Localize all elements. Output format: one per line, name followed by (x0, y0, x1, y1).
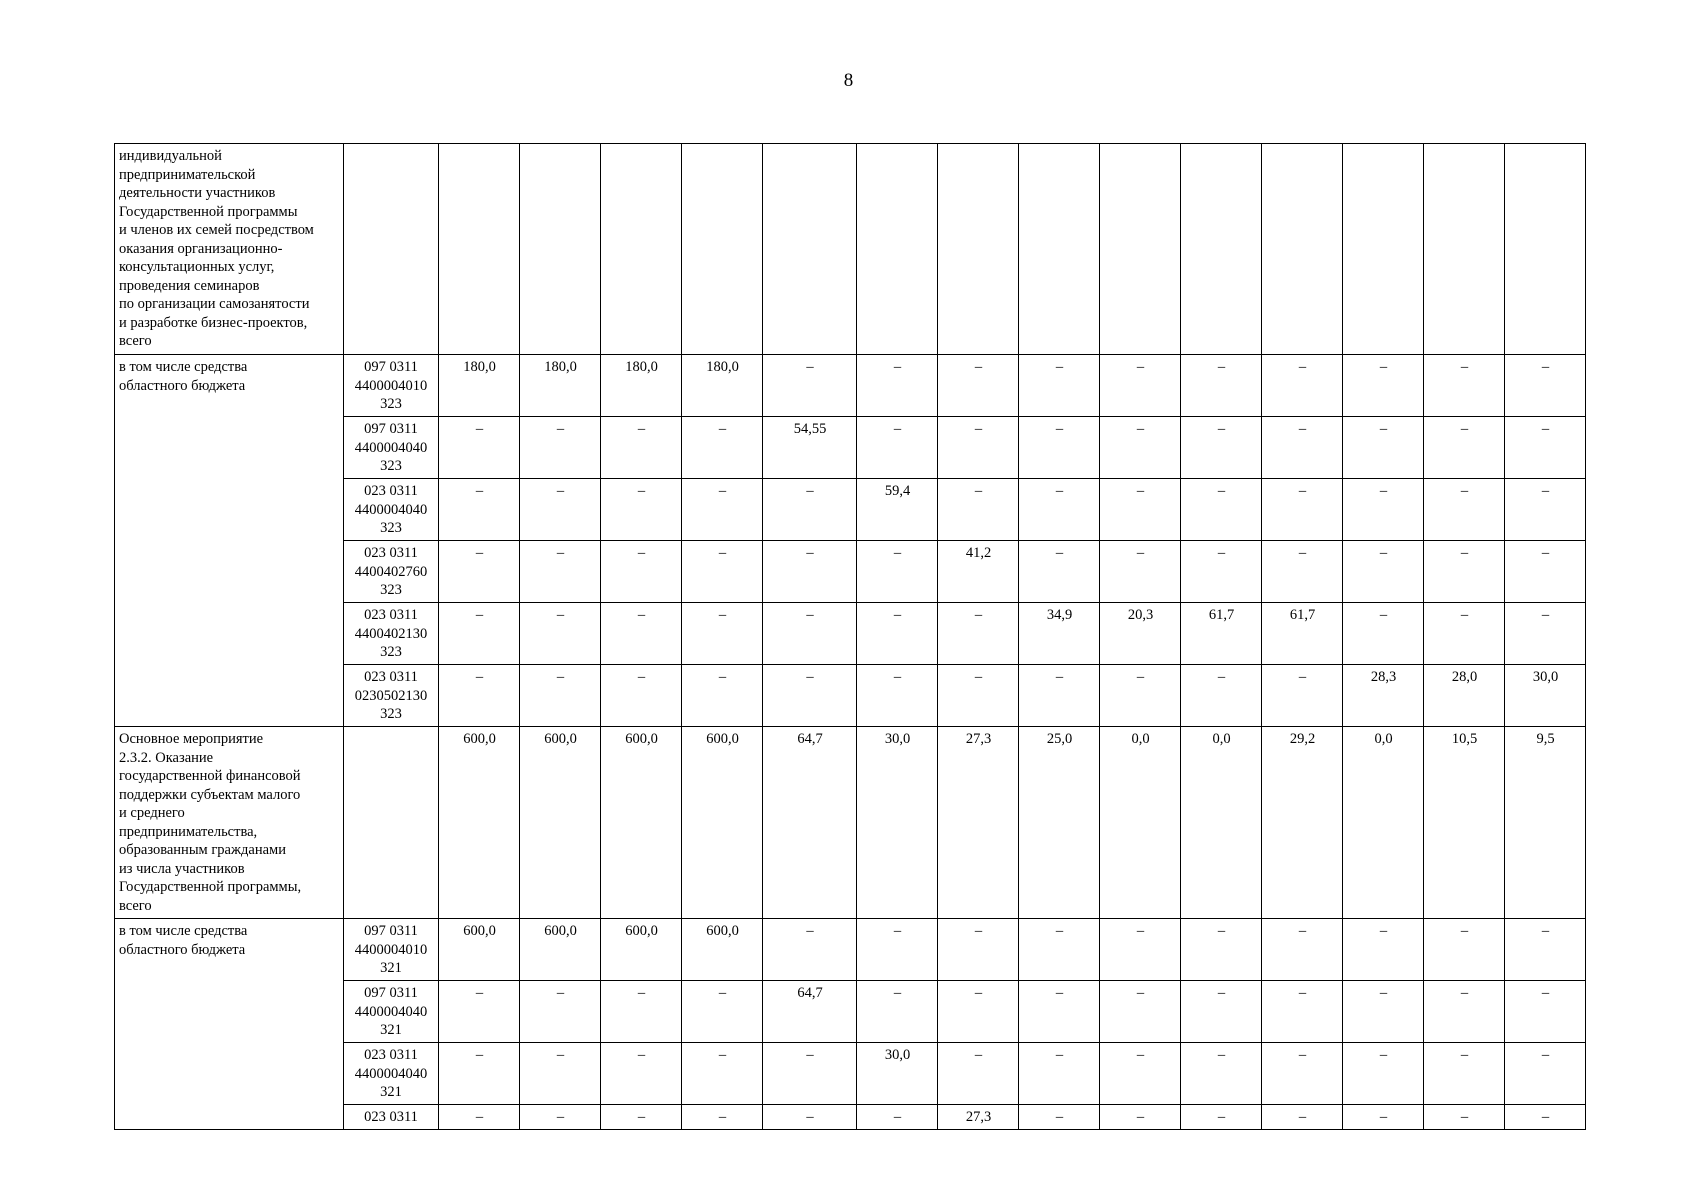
value-cell: 28,3 (1343, 665, 1424, 727)
value-cell: – (601, 541, 682, 603)
value-cell: 180,0 (439, 355, 520, 417)
value-cell: 54,55 (763, 417, 857, 479)
value-cell: 20,3 (1100, 603, 1181, 665)
value-cell: – (1100, 1105, 1181, 1130)
value-cell: – (601, 665, 682, 727)
value-cell: – (1262, 919, 1343, 981)
value-cell: 180,0 (682, 355, 763, 417)
value-cell: – (1100, 919, 1181, 981)
value-cell: – (439, 1043, 520, 1105)
value-cell: – (763, 603, 857, 665)
value-cell: – (520, 1105, 601, 1130)
value-cell: – (1505, 479, 1586, 541)
value-cell: – (938, 603, 1019, 665)
value-cell: – (1100, 981, 1181, 1043)
value-cell: – (1019, 1043, 1100, 1105)
budget-code-cell (344, 144, 439, 355)
value-cell: 25,0 (1019, 727, 1100, 919)
value-cell: – (1100, 355, 1181, 417)
value-cell: 600,0 (601, 919, 682, 981)
value-cell: – (1343, 1043, 1424, 1105)
value-cell: – (763, 541, 857, 603)
page-number: 8 (843, 70, 854, 91)
value-cell: – (1181, 665, 1262, 727)
value-cell (1505, 144, 1586, 355)
value-cell: – (1424, 919, 1505, 981)
value-cell (1019, 144, 1100, 355)
value-cell: – (1505, 541, 1586, 603)
value-cell: – (763, 1043, 857, 1105)
value-cell: – (1505, 919, 1586, 981)
table-row (115, 355, 1586, 417)
value-cell: – (857, 355, 938, 417)
value-cell: – (1181, 981, 1262, 1043)
value-cell: – (938, 355, 1019, 417)
value-cell (1262, 144, 1343, 355)
value-cell: – (1262, 665, 1343, 727)
value-cell (763, 144, 857, 355)
value-cell: – (1424, 981, 1505, 1043)
value-cell (1100, 144, 1181, 355)
value-cell: – (857, 1105, 938, 1130)
budget-code-cell (344, 727, 439, 919)
value-cell: – (682, 665, 763, 727)
value-cell (1343, 144, 1424, 355)
value-cell: – (938, 919, 1019, 981)
value-cell (439, 144, 520, 355)
value-cell: – (520, 665, 601, 727)
value-cell: – (1019, 665, 1100, 727)
value-cell: – (857, 919, 938, 981)
value-cell: 600,0 (520, 919, 601, 981)
value-cell: 0,0 (1100, 727, 1181, 919)
value-cell: – (1262, 479, 1343, 541)
value-cell: – (520, 541, 601, 603)
value-cell: – (682, 603, 763, 665)
value-cell: 30,0 (857, 1043, 938, 1105)
value-cell: – (601, 1105, 682, 1130)
value-cell: 600,0 (520, 727, 601, 919)
value-cell: 64,7 (763, 981, 857, 1043)
value-cell: – (1424, 417, 1505, 479)
row-description: Основное мероприятие 2.3.2. Оказание государственной финансовой поддержки субъектам малого и среднего предпринимательства, образованным гражданами из числа участников Государственной программы, всего (115, 727, 344, 919)
value-cell: – (763, 479, 857, 541)
value-cell: – (601, 479, 682, 541)
value-cell: – (1100, 541, 1181, 603)
budget-code-cell: 023 0311 4400402130 323 (344, 603, 439, 665)
value-cell: 59,4 (857, 479, 938, 541)
value-cell: – (1181, 479, 1262, 541)
budget-table (114, 143, 1586, 1130)
value-cell: 600,0 (439, 919, 520, 981)
value-cell: – (1100, 1043, 1181, 1105)
value-cell: – (1262, 1043, 1343, 1105)
row-description: в том числе средства областного бюджета (115, 355, 344, 727)
value-cell: – (1505, 1043, 1586, 1105)
value-cell: – (520, 479, 601, 541)
value-cell: – (1262, 1105, 1343, 1130)
value-cell: 34,9 (1019, 603, 1100, 665)
table-row (115, 919, 1586, 981)
value-cell: – (1505, 417, 1586, 479)
value-cell: – (682, 541, 763, 603)
value-cell: – (682, 1043, 763, 1105)
value-cell: – (763, 665, 857, 727)
value-cell: – (1019, 479, 1100, 541)
value-cell: – (439, 479, 520, 541)
value-cell: 0,0 (1181, 727, 1262, 919)
value-cell: – (1343, 417, 1424, 479)
value-cell: – (1424, 1043, 1505, 1105)
value-cell: – (1505, 603, 1586, 665)
value-cell: – (938, 417, 1019, 479)
budget-code-cell: 023 0311 4400004040 321 (344, 1043, 439, 1105)
value-cell: – (1424, 1105, 1505, 1130)
table-row (115, 727, 1586, 919)
value-cell: – (1100, 665, 1181, 727)
value-cell: – (682, 479, 763, 541)
value-cell: – (1505, 355, 1586, 417)
value-cell: – (1424, 541, 1505, 603)
value-cell: – (1019, 541, 1100, 603)
value-cell: – (857, 541, 938, 603)
value-cell: – (763, 355, 857, 417)
budget-code-cell: 097 0311 4400004010 323 (344, 355, 439, 417)
value-cell: – (1262, 417, 1343, 479)
value-cell: 180,0 (520, 355, 601, 417)
value-cell: – (1343, 1105, 1424, 1130)
value-cell: – (1181, 541, 1262, 603)
value-cell: – (857, 603, 938, 665)
value-cell: – (1100, 479, 1181, 541)
value-cell: – (682, 981, 763, 1043)
value-cell: 0,0 (1343, 727, 1424, 919)
value-cell (1181, 144, 1262, 355)
value-cell: – (601, 417, 682, 479)
value-cell: – (1181, 919, 1262, 981)
value-cell: 61,7 (1181, 603, 1262, 665)
value-cell: – (763, 1105, 857, 1130)
value-cell: – (682, 1105, 763, 1130)
value-cell: 61,7 (1262, 603, 1343, 665)
value-cell: – (1262, 541, 1343, 603)
value-cell: – (1181, 355, 1262, 417)
value-cell: 9,5 (1505, 727, 1586, 919)
value-cell: 41,2 (938, 541, 1019, 603)
value-cell: 600,0 (439, 727, 520, 919)
value-cell: 600,0 (682, 727, 763, 919)
value-cell: 64,7 (763, 727, 857, 919)
value-cell: – (1343, 541, 1424, 603)
value-cell: – (682, 417, 763, 479)
value-cell: – (520, 1043, 601, 1105)
value-cell: – (1343, 981, 1424, 1043)
value-cell: – (1262, 981, 1343, 1043)
value-cell: 29,2 (1262, 727, 1343, 919)
value-cell (601, 144, 682, 355)
value-cell (520, 144, 601, 355)
budget-code-cell: 023 0311 4400004040 323 (344, 479, 439, 541)
value-cell: – (1181, 417, 1262, 479)
value-cell: – (1100, 417, 1181, 479)
value-cell: – (1505, 1105, 1586, 1130)
value-cell: – (763, 919, 857, 981)
value-cell: 10,5 (1424, 727, 1505, 919)
row-description: индивидуальной предпринимательской деятельности участников Государственной программы и членов их семей посредством оказания организационно- консультационных услуг, проведения семинаров по организации самозанятости и разработке бизнес-проектов, всего (115, 144, 344, 355)
value-cell: – (1424, 355, 1505, 417)
value-cell: – (1019, 981, 1100, 1043)
budget-code-cell: 023 0311 4400402760 323 (344, 541, 439, 603)
value-cell: – (439, 541, 520, 603)
value-cell: – (1424, 479, 1505, 541)
budget-code-cell: 097 0311 4400004010 321 (344, 919, 439, 981)
value-cell: 30,0 (857, 727, 938, 919)
value-cell: 27,3 (938, 727, 1019, 919)
row-description: в том числе средства областного бюджета (115, 919, 344, 1130)
value-cell: – (857, 665, 938, 727)
value-cell: 27,3 (938, 1105, 1019, 1130)
value-cell: – (1343, 919, 1424, 981)
value-cell: – (520, 417, 601, 479)
value-cell: – (520, 603, 601, 665)
value-cell: – (1019, 1105, 1100, 1130)
value-cell: – (938, 665, 1019, 727)
value-cell: – (1262, 355, 1343, 417)
value-cell: – (439, 417, 520, 479)
value-cell: – (938, 981, 1019, 1043)
value-cell: – (439, 603, 520, 665)
value-cell (857, 144, 938, 355)
value-cell: – (439, 1105, 520, 1130)
value-cell: – (1019, 355, 1100, 417)
value-cell: – (1181, 1105, 1262, 1130)
value-cell: – (857, 417, 938, 479)
value-cell: – (439, 665, 520, 727)
value-cell: – (1343, 479, 1424, 541)
value-cell: 30,0 (1505, 665, 1586, 727)
value-cell: – (601, 981, 682, 1043)
value-cell: – (439, 981, 520, 1043)
value-cell: 600,0 (601, 727, 682, 919)
value-cell: – (601, 603, 682, 665)
budget-code-cell: 023 0311 (344, 1105, 439, 1130)
value-cell: – (1424, 603, 1505, 665)
value-cell: – (1019, 919, 1100, 981)
value-cell: – (938, 1043, 1019, 1105)
budget-code-cell: 097 0311 4400004040 321 (344, 981, 439, 1043)
value-cell: 180,0 (601, 355, 682, 417)
budget-code-cell: 097 0311 4400004040 323 (344, 417, 439, 479)
value-cell: – (857, 981, 938, 1043)
value-cell: 600,0 (682, 919, 763, 981)
value-cell: – (1181, 1043, 1262, 1105)
value-cell: – (1019, 417, 1100, 479)
value-cell (1424, 144, 1505, 355)
value-cell: 28,0 (1424, 665, 1505, 727)
table-row (115, 144, 1586, 355)
value-cell: – (520, 981, 601, 1043)
value-cell (682, 144, 763, 355)
value-cell: – (601, 1043, 682, 1105)
value-cell: – (1343, 355, 1424, 417)
value-cell: – (1505, 981, 1586, 1043)
value-cell: – (938, 479, 1019, 541)
budget-code-cell: 023 0311 0230502130 323 (344, 665, 439, 727)
value-cell: – (1343, 603, 1424, 665)
value-cell (938, 144, 1019, 355)
